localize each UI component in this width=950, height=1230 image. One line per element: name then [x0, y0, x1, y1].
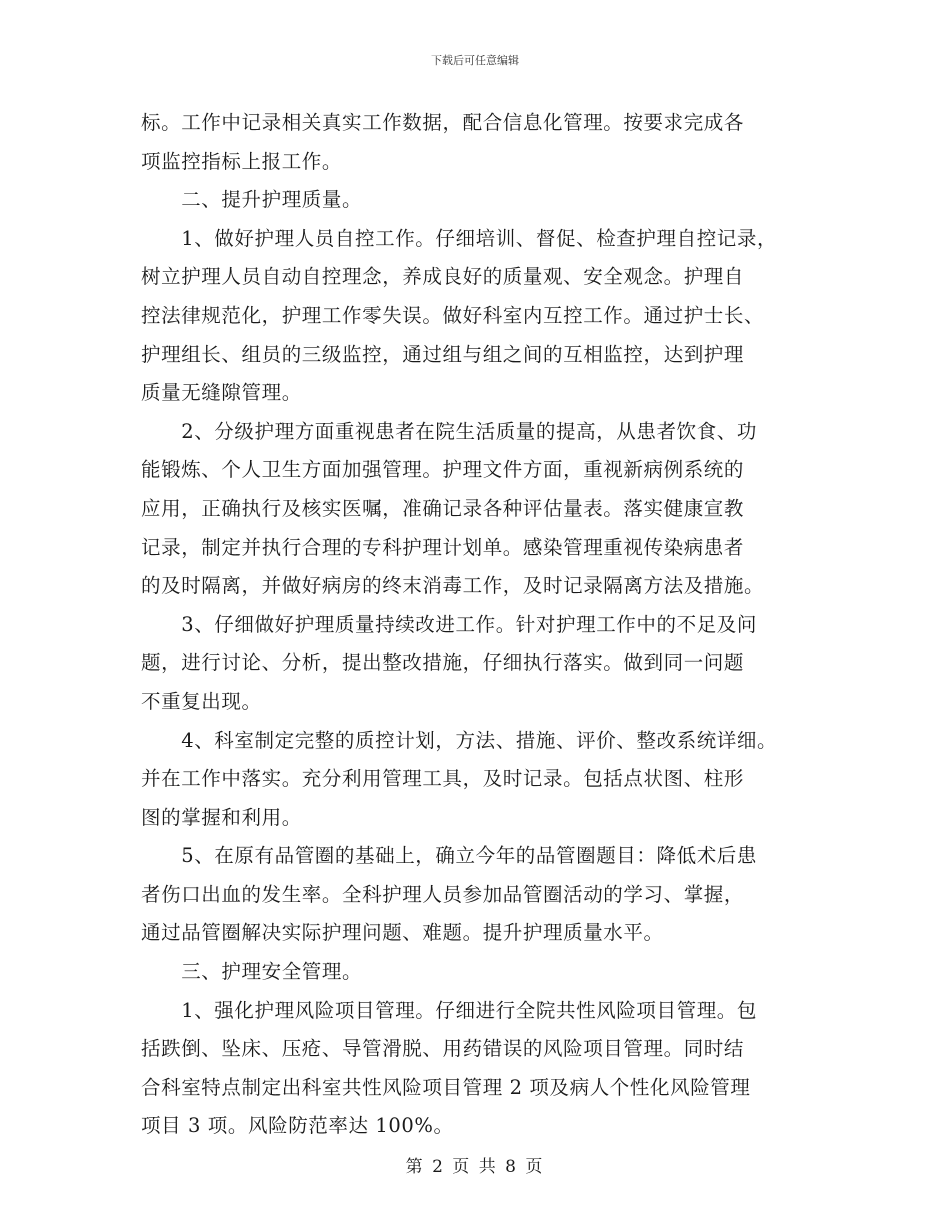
body-line: 并在工作中落实。充分利用管理工具，及时记录。包括点状图、柱形: [141, 767, 745, 791]
body-line: 护理组长、组员的三级监控，通过组与组之间的互相监控，达到护理: [141, 342, 745, 366]
body-line: 标。工作中记录相关真实工作数据，配合信息化管理。按要求完成各: [141, 111, 745, 134]
section-heading: 三、护理安全管理。: [141, 960, 363, 984]
body-line: 控法律规范化，护理工作零失误。做好科室内互控工作。通过护士长、: [141, 303, 765, 327]
body-line: 树立护理人员自动自控理念，养成良好的质量观、安全观念。护理自: [141, 265, 745, 289]
document-body: [141, 104, 821, 1146]
body-line: 4、科室制定完整的质控计划，方法、措施、评价、整改系统详细。: [141, 728, 778, 752]
body-line: 1、强化护理风险项目管理。仔细进行全院共性风险项目管理。包: [141, 998, 758, 1022]
body-line: 不重复出现。: [141, 689, 262, 713]
body-line: 合科室特点制定出科室共性风险项目管理 2 项及病人个性化风险管理: [141, 1075, 751, 1099]
body-line: 题，进行讨论、分析，提出整改措施，仔细执行落实。做到同一问题: [141, 651, 745, 675]
body-line: 能锻炼、个人卫生方面加强管理。护理文件方面，重视新病例系统的: [141, 458, 745, 482]
body-line: 通过品管圈解决实际护理问题、难题。提升护理质量水平。: [141, 921, 664, 945]
body-line: 图的掌握和利用。: [141, 805, 302, 829]
body-line: 5、在原有品管圈的基础上，确立今年的品管圈题目：降低术后患: [141, 844, 758, 868]
body-line: 的及时隔离，并做好病房的终末消毒工作，及时记录隔离方法及措施。: [141, 574, 765, 598]
body-line: 应用，正确执行及核实医嘱，准确记录各种评估量表。落实健康宣教: [141, 496, 745, 520]
page-number: 第 2 页 共 8 页: [405, 1157, 545, 1177]
body-line: 1、做好护理人员自控工作。仔细培训、督促、检查护理自控记录，: [141, 226, 778, 250]
page-header: 下载后可任意编辑: [431, 54, 519, 67]
body-line: 质量无缝隙管理。: [141, 381, 302, 405]
body-line: 2、分级护理方面重视患者在院生活质量的提高，从患者饮食、功: [141, 419, 758, 443]
body-line: 3、仔细做好护理质量持续改进工作。针对护理工作中的不足及问: [141, 612, 758, 636]
body-line: 记录，制定并执行合理的专科护理计划单。感染管理重视传染病患者: [141, 535, 745, 559]
body-line: 项监控指标上报工作。: [141, 149, 343, 173]
body-line: 项目 3 项。风险防范率达 100%。: [141, 1114, 454, 1138]
body-line: 括跌倒、坠床、压疮、导管滑脱、用药错误的风险项目管理。同时结: [141, 1037, 745, 1061]
body-line: 者伤口出血的发生率。全科护理人员参加品管圈活动的学习、掌握，: [141, 882, 745, 906]
section-heading: 二、提升护理质量。: [141, 188, 363, 212]
